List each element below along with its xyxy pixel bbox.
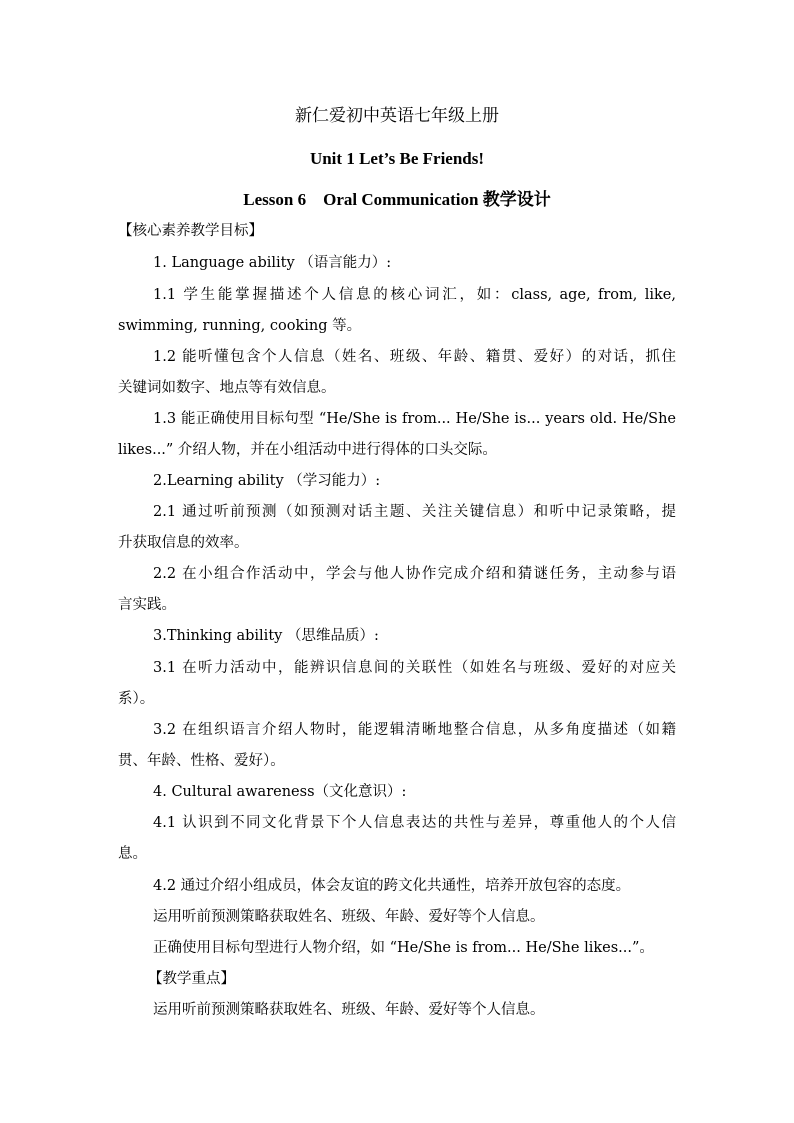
lesson-title: Lesson 6 Oral Communication 教学设计 bbox=[243, 190, 551, 209]
extra-goal-1: 运用听前预测策略获取姓名、班级、年龄、爱好等个人信息。 bbox=[153, 909, 545, 925]
key-point-1: 运用听前预测策略获取姓名、班级、年龄、爱好等个人信息。 bbox=[153, 1002, 545, 1018]
thinking-ability-heading: 3.Thinking ability （思维品质）: bbox=[153, 628, 379, 644]
item-1-2-line-1: 1.2 能听懂包含个人信息（姓名、班级、年龄、籍贯、爱好）的对话，抓住 bbox=[153, 349, 676, 365]
item-2-1-line-2: 升获取信息的效率。 bbox=[118, 535, 249, 551]
item-3-2-line-1: 3.2 在组织语言介绍人物时，能逻辑清晰地整合信息，从多角度描述（如籍 bbox=[153, 722, 676, 738]
item-4-1-line-2: 息。 bbox=[118, 846, 147, 862]
item-2-2-line-2: 言实践。 bbox=[118, 597, 176, 613]
item-3-2-line-2: 贯、年龄、性格、爱好）。 bbox=[118, 753, 285, 769]
core-goals-heading: 【核心素养教学目标】 bbox=[118, 223, 263, 239]
item-1-1-line-1: 1.1 学生能掌握描述个人信息的核心词汇，如：class, age, from, like, bbox=[153, 287, 676, 303]
item-1-3-line-2: likes...” 介绍人物，并在小组活动中进行得体的口头交际。 bbox=[118, 442, 497, 458]
item-4-2: 4.2 通过介绍小组成员，体会友谊的跨文化共通性，培养开放包容的态度。 bbox=[153, 878, 631, 894]
key-points-heading: 【教学重点】 bbox=[148, 971, 235, 987]
item-3-1-line-2: 系）。 bbox=[118, 691, 155, 707]
item-1-3-line-1: 1.3 能正确使用目标句型 “He/She is from... He/She is... years old. He/She bbox=[153, 411, 676, 427]
item-2-1-line-1: 2.1 通过听前预测（如预测对话主题、关注关键信息）和听中记录策略，提 bbox=[153, 504, 676, 520]
item-4-1-line-1: 4.1 认识到不同文化背景下个人信息表达的共性与差异，尊重他人的个人信 bbox=[153, 815, 676, 831]
item-2-2-line-1: 2.2 在小组合作活动中，学会与他人协作完成介绍和猜谜任务，主动参与语 bbox=[153, 566, 676, 582]
language-ability-heading: 1. Language ability （语言能力）: bbox=[153, 255, 392, 271]
document-title: 新仁爱初中英语七年级上册 bbox=[295, 106, 499, 126]
item-1-1-line-2: swimming, running, cooking 等。 bbox=[118, 318, 362, 334]
item-1-2-line-2: 关键词如数字、地点等有效信息。 bbox=[118, 380, 336, 396]
extra-goal-2: 正确使用目标句型进行人物介绍，如 “He/She is from... He/She likes...”。 bbox=[153, 940, 654, 956]
item-3-1-line-1: 3.1 在听力活动中，能辨识信息间的关联性（如姓名与班级、爱好的对应关 bbox=[153, 660, 676, 676]
learning-ability-heading: 2.Learning ability （学习能力）: bbox=[153, 473, 381, 489]
cultural-awareness-heading: 4. Cultural awareness（文化意识）: bbox=[153, 784, 407, 800]
unit-title: Unit 1 Let’s Be Friends! bbox=[309, 149, 485, 168]
